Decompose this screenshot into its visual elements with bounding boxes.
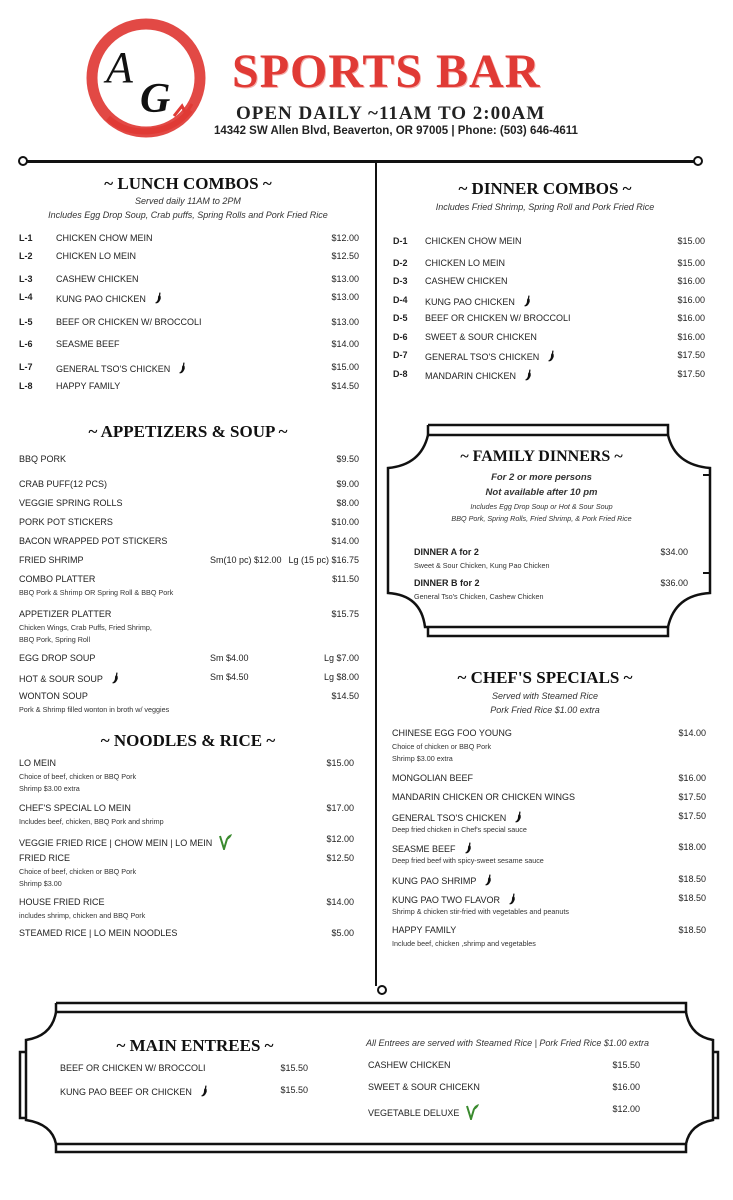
item-code: D-5 — [393, 313, 408, 323]
item-description: Includes beef, chicken, BBQ Pork and shrimp — [19, 817, 164, 826]
item-name: CHICKEN CHOW MEIN — [425, 236, 522, 246]
item-price: $16.00 — [677, 276, 705, 286]
item-name: KUNG PAO CHICKEN — [425, 297, 515, 307]
item-name: GENERAL TSO'S CHICKEN — [392, 813, 507, 823]
menu-item — [60, 1063, 308, 1075]
item-price: $18.50 — [678, 893, 706, 903]
item-name: KUNG PAO TWO FLAVOR — [392, 895, 501, 905]
menu-item — [368, 1060, 640, 1072]
item-description: Deep fried beef with spicy-sweet sesame sauce — [392, 856, 544, 865]
item-price-small: Sm $4.50 — [210, 672, 249, 682]
family-dinners-title: ~ FAMILY DINNERS ~ — [460, 448, 623, 465]
menu-item — [393, 313, 705, 325]
item-name: COMBO PLATTER — [19, 574, 96, 584]
menu-item — [19, 928, 354, 940]
item-code: D-3 — [393, 276, 408, 286]
item-name: KUNG PAO BEEF OR CHICKEN — [60, 1087, 192, 1097]
item-price: $15.00 — [326, 758, 354, 768]
item-price: $14.00 — [326, 897, 354, 907]
item-price: $17.50 — [678, 811, 706, 821]
menu-item — [392, 925, 706, 937]
item-price: $10.00 — [331, 517, 359, 527]
item-name: CHICKEN LO MEIN — [425, 258, 506, 268]
item-name: BACON WRAPPED POT STICKERS — [19, 536, 168, 546]
item-description: Shrimp & chicken stir-fried with vegetables and peanuts — [392, 907, 569, 916]
lunch-combos-title: ~ LUNCH COMBOS ~ — [104, 174, 272, 193]
item-description: Deep fried chicken in Chef's special sauce — [392, 825, 527, 834]
item-price: $12.50 — [331, 251, 359, 261]
item-price: $18.50 — [678, 925, 706, 935]
menu-item — [392, 773, 706, 785]
menu-item — [19, 897, 354, 909]
menu-item — [19, 672, 359, 684]
entrees-note: All Entrees are served with Steamed Rice | Pork Fried Rice $1.00 extra — [366, 1038, 649, 1048]
chefs-specials-title: ~ CHEF'S SPECIALS ~ — [457, 668, 633, 687]
item-price: $12.00 — [331, 233, 359, 243]
pepper-icon — [464, 842, 473, 856]
item-code: D-4 — [393, 295, 408, 305]
item-name: CASHEW CHICKEN — [368, 1060, 451, 1070]
item-description: BBQ Pork, Spring Roll — [19, 635, 91, 644]
menu-item — [19, 381, 359, 393]
item-price: $16.00 — [678, 773, 706, 783]
menu-item — [19, 758, 354, 770]
item-name: PORK POT STICKERS — [19, 517, 113, 527]
item-name: WONTON SOUP — [19, 691, 88, 701]
pepper-icon — [154, 292, 163, 306]
menu-item — [19, 498, 359, 510]
menu-item — [19, 691, 359, 703]
item-price: $16.00 — [677, 295, 705, 305]
item-name: MONGOLIAN BEEF — [392, 773, 474, 783]
lunch-includes: Includes Egg Drop Soup, Crab puffs, Spring Rolls and Pork Fried Rice — [48, 210, 328, 220]
menu-item — [19, 454, 359, 466]
item-name: CHICKEN CHOW MEIN — [56, 233, 153, 243]
address-phone: 14342 SW Allen Blvd, Beaverton, OR 97005 | Phone: (503) 646-4611 — [214, 125, 578, 137]
menu-item — [393, 295, 705, 307]
item-price: $15.50 — [612, 1060, 640, 1070]
chef-served-with: Served with Steamed Rice — [491, 691, 599, 701]
pepper-icon — [178, 362, 187, 376]
menu-item — [393, 276, 705, 288]
menu-item — [19, 517, 359, 529]
item-name: CHICKEN LO MEIN — [56, 251, 137, 261]
item-description: Shrimp $3.00 — [19, 879, 62, 888]
item-name: CRAB PUFF(12 PCS) — [19, 479, 108, 489]
menu-item — [393, 332, 705, 344]
brand-title: SPORTS BAR — [232, 45, 541, 98]
item-price: $13.00 — [331, 292, 359, 302]
item-name: EGG DROP SOUP — [19, 653, 96, 663]
item-name: GENERAL TSO'S CHICKEN — [56, 364, 171, 374]
item-name: MANDARIN CHICKEN OR CHICKEN WINGS — [392, 792, 576, 802]
item-price: $11.50 — [332, 574, 359, 584]
main-entrees-title: ~ MAIN ENTREES ~ — [116, 1036, 274, 1055]
item-name: HOUSE FRIED RICE — [19, 897, 105, 907]
divider-end-dot — [693, 156, 703, 166]
item-code: D-1 — [393, 236, 408, 246]
logo-monogram-g: G — [140, 76, 171, 122]
item-name: BEEF OR CHICKEN W/ BROCCOLI — [60, 1063, 206, 1073]
item-price: $34.00 — [660, 547, 688, 557]
item-price: Lg $8.00 — [323, 672, 359, 682]
item-name: BBQ PORK — [19, 454, 67, 464]
item-name: VEGETABLE DELUXE — [368, 1108, 460, 1118]
item-price: $14.50 — [331, 381, 359, 391]
item-description: BBQ Pork & Shrimp OR Spring Roll & BBQ Pork — [19, 588, 174, 597]
family-availability: Not available after 10 pm — [485, 487, 598, 498]
item-name: CHEF'S SPECIAL LO MEIN — [19, 803, 131, 813]
menu-item — [392, 728, 706, 740]
menu-item — [19, 853, 354, 865]
item-name: SEASME BEEF — [392, 844, 456, 854]
main-entrees-frame — [18, 1000, 718, 1160]
item-name: FRIED RICE — [19, 853, 71, 863]
item-price: $12.50 — [326, 853, 354, 863]
item-name: CASHEW CHICKEN — [425, 276, 508, 286]
dinner-combos-title: ~ DINNER COMBOS ~ — [458, 179, 632, 198]
item-price: $15.50 — [280, 1085, 308, 1095]
item-name: HOT & SOUR SOUP — [19, 674, 103, 684]
item-price: $8.00 — [336, 498, 359, 508]
item-description: Choice of beef, chicken or BBQ Pork — [19, 867, 137, 876]
item-price: $15.00 — [677, 236, 705, 246]
leaf-icon — [218, 834, 232, 852]
menu-item — [19, 274, 359, 286]
logo-monogram-a: A — [106, 43, 133, 92]
item-price: $15.50 — [280, 1063, 308, 1073]
top-divider — [26, 160, 698, 163]
menu-item — [368, 1082, 640, 1094]
item-name: LO MEIN — [19, 758, 57, 768]
menu-item — [393, 236, 705, 248]
item-price: $16.00 — [677, 313, 705, 323]
item-price: $15.00 — [331, 362, 359, 372]
menu-item — [19, 803, 354, 815]
menu-item — [19, 834, 354, 846]
appetizers-title: ~ APPETIZERS & SOUP ~ — [88, 422, 288, 441]
pepper-icon — [514, 811, 523, 825]
menu-item — [19, 317, 359, 329]
logo-ring-icon — [78, 18, 214, 142]
item-description: Choice of beef, chicken or BBQ Pork — [19, 772, 137, 781]
item-name: SEASME BEEF — [56, 339, 120, 349]
item-name: BEEF OR CHICKEN W/ BROCCOLI — [425, 313, 571, 323]
item-price: $5.00 — [331, 928, 354, 938]
menu-item — [19, 479, 359, 491]
item-description: Shrimp $3.00 extra — [19, 784, 80, 793]
menu-item — [19, 362, 359, 374]
item-price: $18.00 — [678, 842, 706, 852]
item-code: L-3 — [19, 274, 33, 284]
item-price: $13.00 — [331, 274, 359, 284]
menu-item — [19, 339, 359, 351]
item-name: KUNG PAO SHRIMP — [392, 876, 477, 886]
item-name: KUNG PAO CHICKEN — [56, 294, 146, 304]
menu-item — [19, 536, 359, 548]
menu-item — [393, 369, 705, 381]
item-price: $9.00 — [336, 479, 359, 489]
item-name: STEAMED RICE | LO MEIN NOODLES — [19, 928, 178, 938]
menu-item — [392, 792, 706, 804]
item-code: L-2 — [19, 251, 33, 261]
pepper-icon — [523, 295, 532, 309]
item-code: L-6 — [19, 339, 33, 349]
item-price: $15.75 — [331, 609, 359, 619]
menu-item — [19, 292, 359, 304]
noodles-title: ~ NOODLES & RICE ~ — [100, 731, 276, 750]
item-description: Pork & Shrimp filled wonton in broth w/ veggies — [19, 705, 170, 714]
item-code: D-7 — [393, 350, 408, 360]
item-description: Sweet & Sour Chicken, Kung Pao Chicken — [414, 561, 550, 570]
menu-item — [60, 1085, 308, 1097]
item-price-small: Sm(10 pc) $12.00 — [210, 555, 282, 565]
item-code: D-8 — [393, 369, 408, 379]
item-price: $17.00 — [326, 803, 354, 813]
item-code: L-8 — [19, 381, 33, 391]
opening-hours: OPEN DAILY ~11AM TO 2:00AM — [236, 103, 546, 124]
item-price: $17.50 — [677, 369, 705, 379]
item-description: Include beef, chicken ,shrimp and vegetables — [392, 939, 536, 948]
item-price: Lg (15 pc) $16.75 — [288, 555, 359, 565]
item-name: HAPPY FAMILY — [56, 381, 121, 391]
item-name: APPETIZER PLATTER — [19, 609, 112, 619]
menu-item — [392, 893, 706, 905]
item-price: $14.00 — [331, 536, 359, 546]
pepper-icon — [200, 1085, 209, 1099]
menu-item — [19, 609, 359, 621]
menu-item — [19, 555, 359, 567]
item-name: VEGGIE FRIED RICE | CHOW MEIN | LO MEIN — [19, 838, 213, 848]
item-code: L-7 — [19, 362, 33, 372]
leaf-icon — [465, 1104, 479, 1122]
menu-item — [392, 842, 706, 854]
item-name: GENERAL TSO'S CHICKEN — [425, 352, 540, 362]
item-name: DINNER B for 2 — [414, 578, 480, 588]
item-name: SWEET & SOUR CHICKEN — [425, 332, 537, 342]
item-price: $36.00 — [660, 578, 688, 588]
dinner-includes: Includes Fried Shrimp, Spring Roll and Pork Fried Rice — [435, 202, 655, 212]
item-code: D-6 — [393, 332, 408, 342]
item-price: $16.00 — [677, 332, 705, 342]
lunch-subtitle: Served daily 11AM to 2PM — [135, 196, 241, 206]
item-code: L-5 — [19, 317, 33, 327]
center-divider — [375, 161, 377, 986]
divider-end-dot — [18, 156, 28, 166]
item-code: D-2 — [393, 258, 408, 268]
item-price: $12.00 — [326, 834, 354, 844]
item-price: Lg $7.00 — [323, 653, 359, 663]
pepper-icon — [547, 350, 556, 364]
pepper-icon — [524, 369, 533, 383]
item-price: $13.00 — [331, 317, 359, 327]
item-name: FRIED SHRIMP — [19, 555, 84, 565]
item-name: MANDARIN CHICKEN — [425, 371, 517, 381]
item-price: $15.00 — [677, 258, 705, 268]
item-name: CASHEW CHICKEN — [56, 274, 139, 284]
item-description: Chicken Wings, Crab Puffs, Fried Shrimp, — [19, 623, 152, 632]
family-persons: For 2 or more persons — [491, 472, 592, 483]
divider-end-dot — [377, 985, 387, 995]
family-includes-2: BBQ Pork, Spring Rolls, Fried Shrimp, & Pork Fried Rice — [451, 514, 632, 523]
item-description: includes shrimp, chicken and BBQ Pork — [19, 911, 146, 920]
item-name: VEGGIE SPRING ROLLS — [19, 498, 123, 508]
menu-item — [19, 233, 359, 245]
menu-item — [393, 258, 705, 270]
item-code: L-4 — [19, 292, 33, 302]
item-price: $17.50 — [678, 792, 706, 802]
item-description: General Tso's Chicken, Cashew Chicken — [414, 592, 544, 601]
pepper-icon — [111, 672, 120, 686]
item-name: BEEF OR CHICKEN W/ BROCCOLI — [56, 317, 202, 327]
item-price: $9.50 — [336, 454, 359, 464]
item-price: $16.00 — [612, 1082, 640, 1092]
family-includes: Includes Egg Drop Soup or Hot & Sour Soup — [470, 502, 613, 511]
item-price-small: Sm $4.00 — [210, 653, 249, 663]
menu-item — [19, 574, 359, 586]
item-price: $18.50 — [678, 874, 706, 884]
item-name: CHINESE EGG FOO YOUNG — [392, 728, 512, 738]
pepper-icon — [508, 893, 517, 907]
item-name: DINNER A for 2 — [414, 547, 479, 557]
pepper-icon — [484, 874, 493, 888]
menu-item — [19, 251, 359, 263]
logo — [78, 18, 214, 142]
menu-item — [392, 874, 706, 886]
item-description: Shrimp $3.00 extra — [392, 754, 453, 763]
menu-item — [414, 547, 688, 559]
item-price: $12.00 — [612, 1104, 640, 1114]
menu-item — [414, 578, 688, 590]
item-price: $14.50 — [331, 691, 359, 701]
chef-extra: Pork Fried Rice $1.00 extra — [490, 705, 600, 715]
item-price: $14.00 — [678, 728, 706, 738]
item-description: Choice of chicken or BBQ Pork — [392, 742, 492, 751]
item-price: $14.00 — [331, 339, 359, 349]
item-price: $17.50 — [677, 350, 705, 360]
item-name: HAPPY FAMILY — [392, 925, 457, 935]
menu-item — [368, 1104, 640, 1116]
item-code: L-1 — [19, 233, 33, 243]
item-name: SWEET & SOUR CHICEKN — [368, 1082, 480, 1092]
menu-item — [392, 811, 706, 823]
menu-item — [19, 653, 359, 665]
menu-item — [393, 350, 705, 362]
